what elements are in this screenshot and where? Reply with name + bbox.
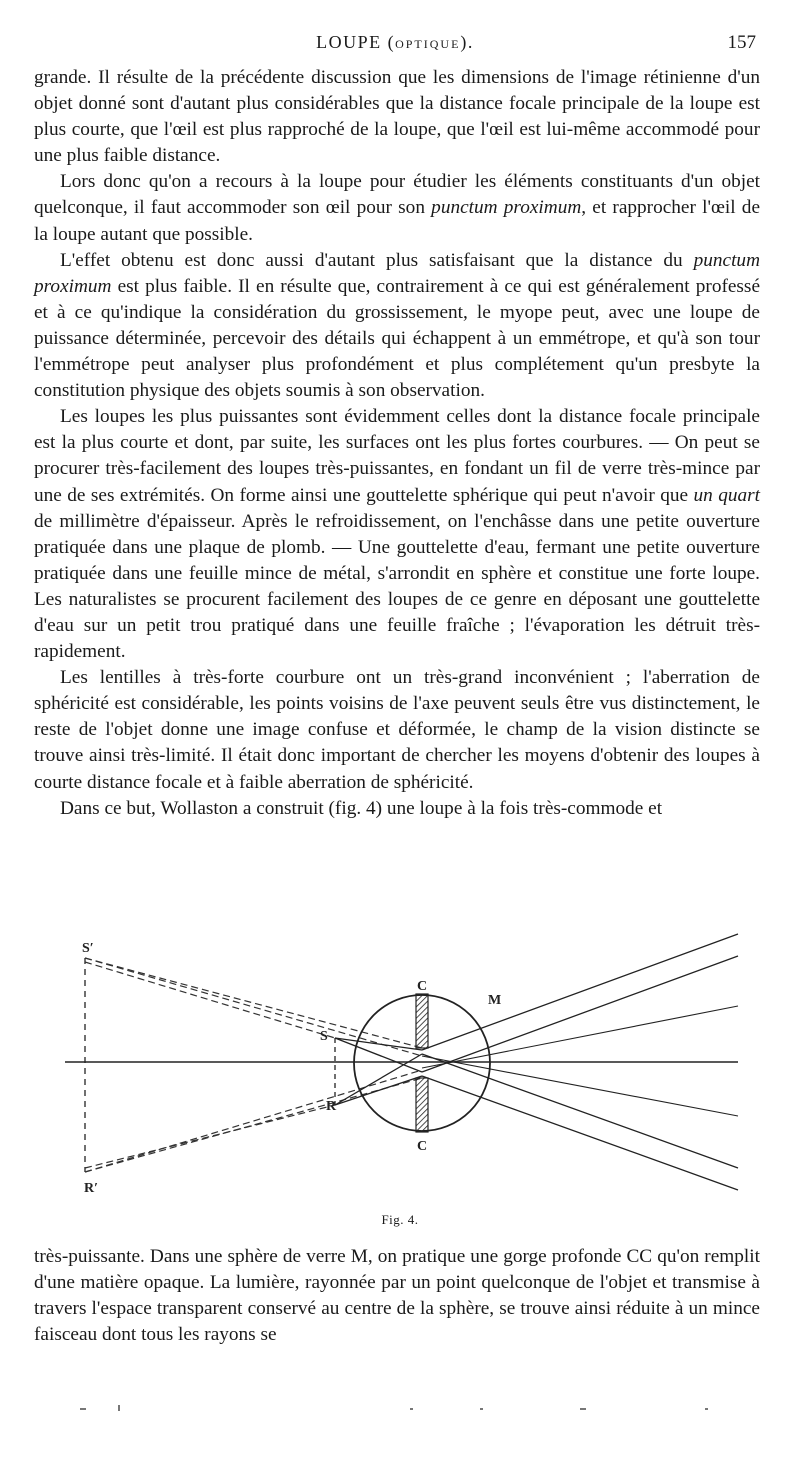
ray bbox=[335, 1038, 422, 1072]
figure-4-diagram bbox=[50, 920, 770, 1210]
construction-line bbox=[85, 958, 422, 1056]
print-speck bbox=[480, 1408, 483, 1410]
opaque-groove-top bbox=[416, 994, 428, 1048]
emergent-ray bbox=[422, 1076, 738, 1190]
paragraph-7: très-puissante. Dans une sphère de verre M, on pratique une gorge profonde CC qu'on remplit d'une matière opaque. La lumière, rayonnée par un point quelconque de l'objet et transmise à travers l'espace transparent conservé au centre de la sphère, se trouve ainsi réduite à un mince faisceau dont tous les rayons se bbox=[34, 1246, 760, 1346]
emergent-ray bbox=[422, 934, 738, 1050]
opaque-groove-bottom bbox=[416, 1078, 428, 1132]
running-title-main: LOUPE ( bbox=[316, 32, 396, 52]
paragraph-2-italic: punctum proximum bbox=[431, 197, 582, 219]
body-text-top bbox=[34, 65, 760, 822]
paragraph-3-text-b: est plus faible. Il en résulte que, contrairement à ce qui est généralement professé et à ce qu'indique la considération du grossissement, le myope peut, avec une loupe de puissance déterminée, percevoir des détails qui échappent à un emmétrope, et qu'à son tour l'emmétrope peut analyser plus profondément et plus complétement qu'un presbyte la constitution physique des objets soumis à son observation. bbox=[34, 275, 760, 402]
paragraph-2-text-b: , et rapprocher l'œil de la loupe autant que possible. bbox=[34, 197, 760, 245]
construction-line bbox=[85, 962, 335, 1038]
paragraph-4-italic: un quart bbox=[693, 484, 760, 506]
emergent-ray bbox=[422, 1056, 738, 1116]
paragraph-1: grande. Il résulte de la précédente discussion que les dimensions de l'image rétinienne d'un objet donné sont d'autant plus considérables que la distance focale principale de la loupe est plus courte, que l'œil est plus rapproché de la loupe, que l'œil est lui-même accommodé pour une plus faible distance. bbox=[34, 67, 760, 167]
paragraph-5: Les lentilles à très-forte courbure ont un très-grand inconvénient ; l'aberration de sphéricité est considérable, les points voisins de l'axe peuvent seuls être vus distinctement, le reste de l'objet donne une image confuse et déformée, le champ de la vision distincte se trouve ainsi très-limité. Il était donc important de chercher les moyens d'obtenir des loupes à courte distance focale et à faible aberration de sphéricité. bbox=[34, 667, 760, 793]
paragraph-4-text-a: Les loupes les plus puissantes sont évidemment celles dont la distance focale principale est la plus courte et dont, par suite, les surfaces ont les plus fortes courbures. — On peut se procurer très-facilement des loupes très-puissantes, en fondant un fil de verre très-mince par une de ses extrémités. On forme ainsi une gouttelette sphérique qui peut n'avoir que bbox=[34, 406, 760, 506]
body-text-bottom bbox=[34, 1244, 760, 1348]
wollaston-loupe-diagram bbox=[50, 920, 770, 1210]
page-number: 157 bbox=[727, 32, 756, 53]
paragraph-3-text-a: L'effet obtenu est donc aussi d'autant plus satisfaisant que la distance du bbox=[60, 249, 694, 271]
print-speck bbox=[80, 1408, 86, 1410]
ray bbox=[335, 1076, 422, 1105]
paragraph-3 bbox=[34, 248, 760, 405]
paragraph-3-italic: punctum proximum bbox=[34, 249, 760, 297]
running-title bbox=[34, 32, 756, 53]
print-speck bbox=[580, 1408, 586, 1410]
label-r: R bbox=[326, 1099, 337, 1114]
paragraph-4-text-b: de millimètre d'épaisseur. Après le refroidissement, on l'enchâsse dans une petite ouverture pratiquée dans une plaque de plomb. — Une gouttelette d'eau, fermant une petite ouverture pratiquée dans une feuille mince de métal, s'arrondit en sphère et constitue une forte loupe. Les naturalistes se procurent facilement des loupes de ce genre en déposant une gouttelette d'eau sur un petit trou pratiqué dans une feuille fraîche ; l'évaporation les détruit très-rapidement. bbox=[34, 510, 760, 663]
label-c-bottom: C bbox=[417, 1139, 428, 1154]
paragraph-4 bbox=[34, 404, 760, 665]
construction-line bbox=[85, 1070, 422, 1172]
paragraph-2-text-a: Lors donc qu'on a recours à la loupe pour étudier les éléments constituants d'un objet quelconque, il faut accommoder son œil pour son bbox=[34, 171, 760, 219]
construction-line bbox=[85, 958, 422, 1048]
construction-line bbox=[85, 1078, 422, 1172]
label-s-prime: S′ bbox=[82, 941, 94, 956]
label-s: S bbox=[320, 1029, 328, 1044]
label-m: M bbox=[488, 993, 502, 1008]
construction-line bbox=[85, 1105, 335, 1168]
paragraph-2 bbox=[34, 169, 760, 247]
label-r-prime: R′ bbox=[84, 1181, 99, 1196]
print-marks bbox=[80, 1408, 740, 1424]
label-c-top: C bbox=[417, 979, 428, 994]
print-speck bbox=[118, 1405, 120, 1411]
page-header bbox=[34, 32, 756, 56]
running-title-end: ). bbox=[460, 32, 474, 52]
print-speck bbox=[410, 1408, 413, 1410]
running-title-small-caps: OPTIQUE bbox=[395, 37, 461, 51]
print-speck bbox=[705, 1408, 708, 1410]
paragraph-6: Dans ce but, Wollaston a construit (fig. 4) une loupe à la fois très-commode et bbox=[60, 797, 663, 819]
figure-caption: Fig. 4. bbox=[381, 1212, 419, 1227]
